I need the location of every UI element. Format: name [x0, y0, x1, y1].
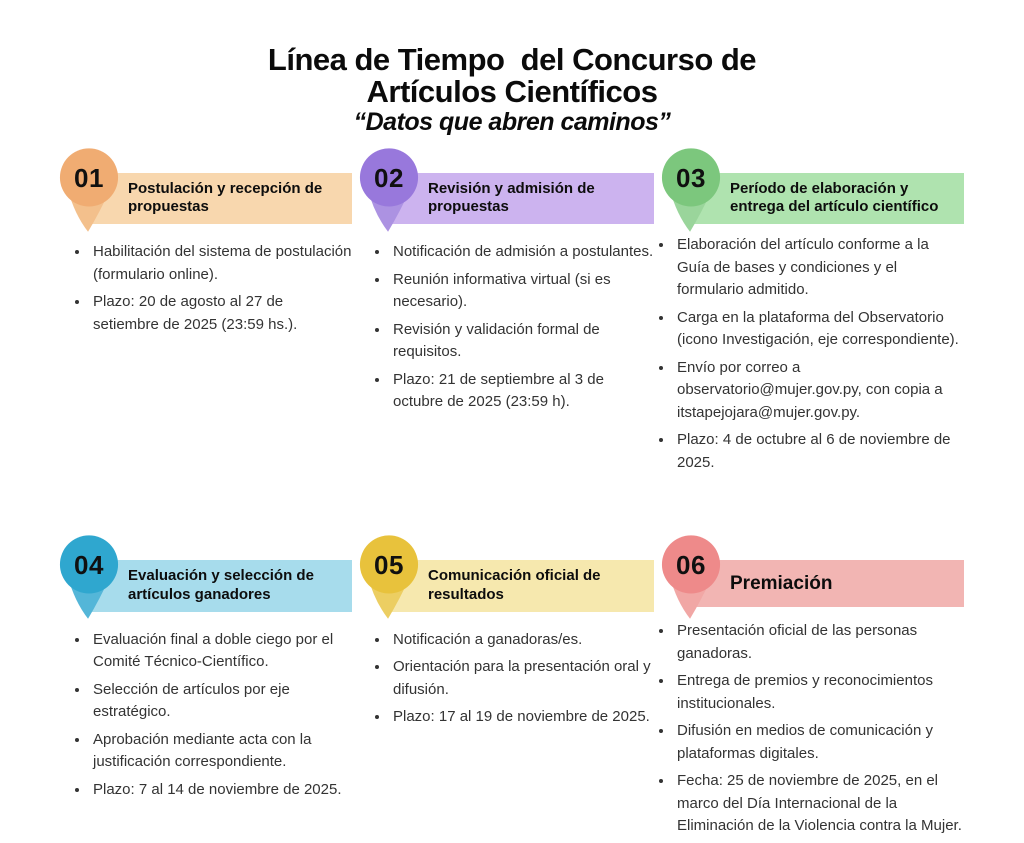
step-bullet-list — [654, 620, 964, 838]
step-title: Comunicación oficial de resultados — [428, 567, 601, 603]
step-number: 04 — [74, 550, 104, 581]
step-bullet: • Plazo: 17 al 19 de noviembre de 2025. — [390, 706, 654, 729]
step-bullet-list — [70, 241, 352, 336]
step-bullet: • Envío por correo a observatorio@mujer.gov.py, con copia a itstapejojara@mujer.gov.py. — [674, 357, 964, 425]
step-title-band — [688, 173, 964, 225]
step-title-band — [86, 173, 352, 225]
page-title-line2: Artículos Científicos — [366, 73, 658, 109]
step-bullet: • Presentación oficial de las personas ganadoras. — [674, 620, 964, 665]
step-number: 01 — [74, 162, 104, 193]
step-number: 06 — [676, 550, 706, 581]
step-bullet: • Evaluación final a doble ciego por el Comité Técnico-Científico. — [90, 629, 352, 674]
timeline-step-card — [356, 148, 654, 480]
step-title: Revisión y admisión de propuestas — [428, 179, 595, 216]
step-bullet: • Plazo: 4 de octubre al 6 de noviembre de 2025. — [674, 429, 964, 474]
step-bullet: • Selección de artículos por eje estratégico. — [90, 679, 352, 724]
timeline-step-card — [356, 535, 654, 843]
step-bullet: • Habilitación del sistema de postulación (formulario online). — [90, 241, 352, 286]
step-bullet: • Notificación a ganadoras/es. — [390, 629, 654, 652]
step-title-band — [386, 560, 654, 612]
step-title: Premiación — [730, 572, 833, 594]
step-pin-marker — [358, 535, 420, 621]
page-title-line1: Línea de Tiempo del Concurso de — [267, 42, 757, 77]
step-bullet: • Reunión informativa virtual (si es necesario). — [390, 269, 654, 314]
step-title-band — [86, 560, 352, 612]
timeline-grid — [56, 148, 1024, 843]
step-bullet: • Aprobación mediante acta con la justificación correspondiente. — [90, 729, 352, 774]
step-bullet: • Plazo: 7 al 14 de noviembre de 2025. — [90, 779, 352, 802]
step-bullet: • Plazo: 20 de agosto al 27 de setiembre de 2025 (23:59 hs.). — [90, 291, 352, 336]
step-title: Postulación y recepción de propuestas — [128, 179, 323, 216]
step-bullet-list — [370, 241, 654, 414]
step-bullet: • Difusión en medios de comunicación y plataformas digitales. — [674, 720, 964, 765]
timeline-step-card — [56, 535, 352, 843]
step-pin-marker — [660, 148, 722, 234]
step-bullet: • Fecha: 25 de noviembre de 2025, en el marco del Día Internacional de la Eliminación de la Violencia contra la Mujer. — [674, 770, 964, 838]
step-bullet-list — [370, 629, 654, 729]
timeline-step-card — [658, 535, 964, 843]
page-subtitle: “Datos que abren caminos” — [353, 108, 671, 137]
step-pin-marker — [660, 535, 722, 621]
step-bullet: • Plazo: 21 de septiembre al 3 de octubre de 2025 (23:59 h). — [390, 369, 654, 414]
step-title: Período de elaboración y entrega del artículo científico — [730, 179, 939, 216]
step-bullet: • Carga en la plataforma del Observatorio (icono Investigación, eje correspondiente). — [674, 307, 964, 352]
step-bullet-list — [70, 629, 352, 802]
infographic-header — [0, 0, 1024, 136]
timeline-step-card — [658, 148, 964, 480]
step-bullet: • Revisión y validación formal de requisitos. — [390, 319, 654, 364]
step-bullet-list — [654, 234, 964, 474]
step-bullet: • Notificación de admisión a postulantes. — [390, 241, 654, 264]
step-bullet: • Entrega de premios y reconocimientos institucionales. — [674, 670, 964, 715]
timeline-step-card — [56, 148, 352, 480]
step-title-band — [386, 173, 654, 225]
step-bullet: • Elaboración del artículo conforme a la Guía de bases y condiciones y el formulario admitido. — [674, 234, 964, 302]
step-title: Evaluación y selección de artículos ganadores — [128, 567, 314, 603]
step-number: 02 — [374, 162, 404, 193]
step-pin-marker — [58, 148, 120, 234]
step-number: 05 — [374, 550, 404, 581]
step-title-band — [688, 560, 964, 607]
step-bullet: • Orientación para la presentación oral y difusión. — [390, 656, 654, 701]
step-pin-marker — [58, 535, 120, 621]
step-number: 03 — [676, 162, 706, 193]
step-pin-marker — [358, 148, 420, 234]
